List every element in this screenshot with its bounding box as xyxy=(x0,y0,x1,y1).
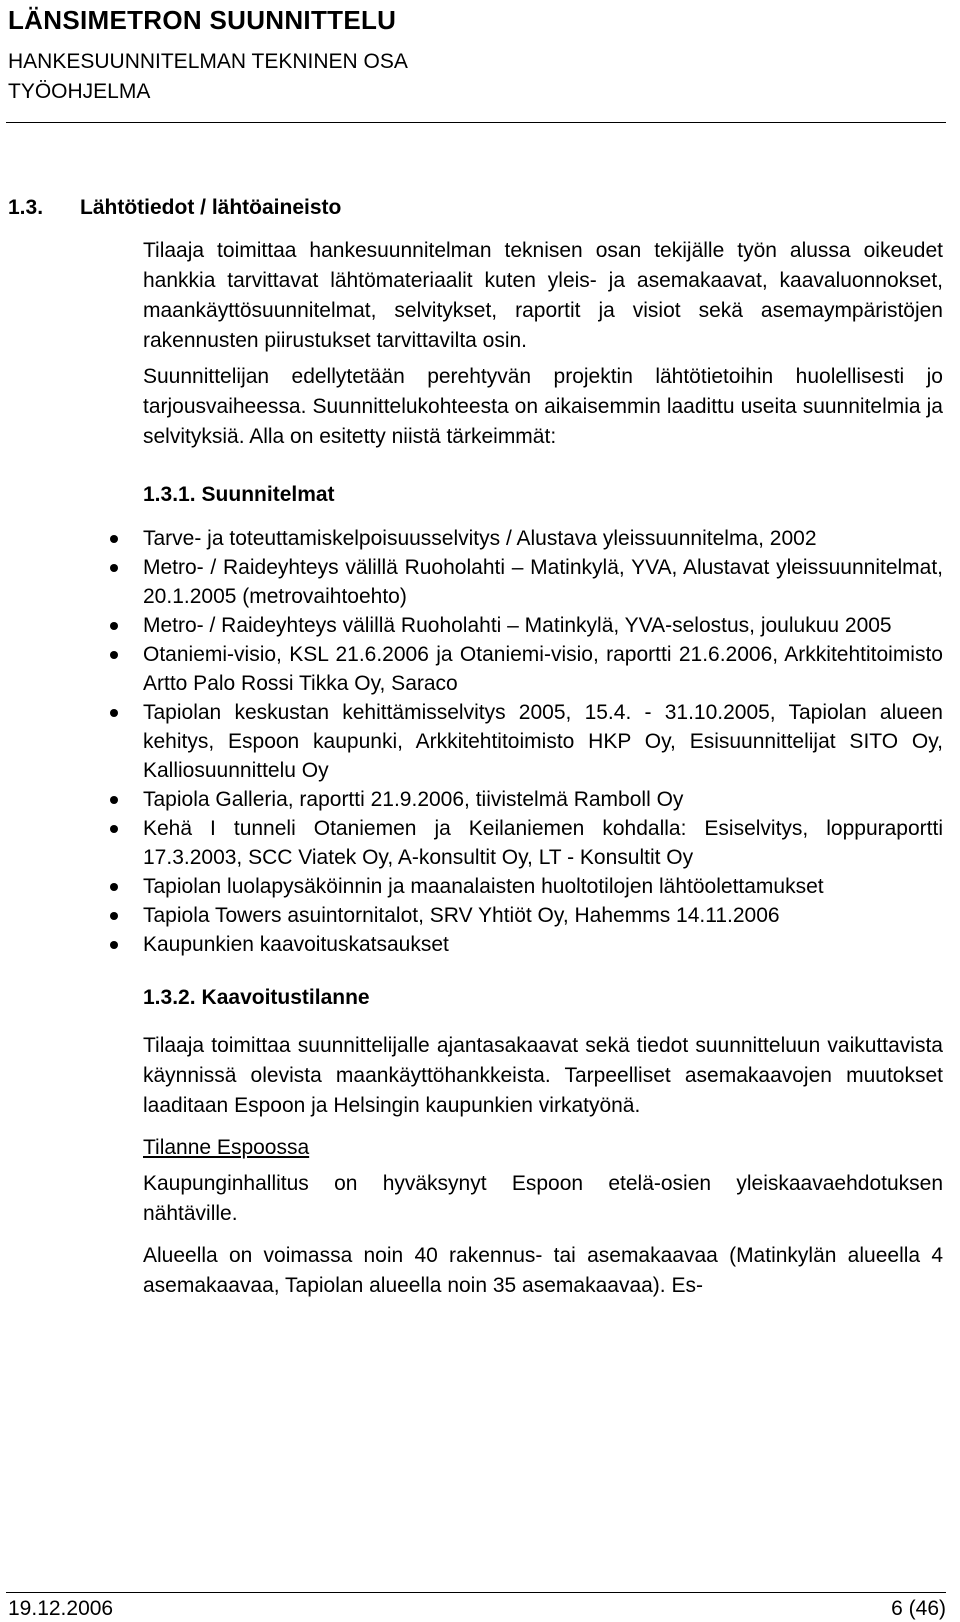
bullet-icon xyxy=(110,941,118,949)
bullet-icon xyxy=(110,535,118,543)
list-item-text: Tapiola Towers asuintornitalot, SRV Yhtiöt Oy, Hahemms 14.11.2006 xyxy=(143,904,780,927)
subsection-number: 1.3.2. xyxy=(143,986,196,1009)
bullet-icon xyxy=(110,622,118,630)
list-item-text: Metro- / Raideyhteys välillä Ruoholahti – Matinkylä, YVA, Alustavat yleissuunnitelmat, 20.1.2005 (metrovaihtoehto) xyxy=(143,556,943,608)
bullet-icon xyxy=(110,825,118,833)
list-item-text: Tapiolan keskustan kehittämisselvitys 2005, 15.4. - 31.10.2005, Tapiolan alueen kehitys, Espoon kaupunki, Arkkitehtitoimisto HKP Oy, Esisuunnittelijat SITO Oy, Kalliosuunnittelu Oy xyxy=(143,701,943,782)
list-item xyxy=(143,611,943,640)
subsection-title: Suunnitelmat xyxy=(201,483,335,506)
bullet-icon xyxy=(110,564,118,572)
list-item xyxy=(143,814,943,872)
section-number: 1.3. xyxy=(8,196,44,219)
section-heading xyxy=(8,196,341,220)
document-subtitle: HANKESUUNNITELMAN TEKNINEN OSA xyxy=(8,50,408,73)
document-title: LÄNSIMETRON SUUNNITTELU xyxy=(8,5,397,35)
subsection-title: Kaavoitustilanne xyxy=(201,986,370,1009)
list-item-text: Tapiolan luolapysäköinnin ja maanalaisten huoltotilojen lähtöolettamukset xyxy=(143,875,824,898)
bullet-icon xyxy=(110,796,118,804)
list-item-text: Kaupunkien kaavoituskatsaukset xyxy=(143,933,449,956)
intro-paragraph: Tilaaja toimittaa hankesuunnitelman teknisen osan tekijälle työn alussa oikeudet hankkia tarvittavat lähtömateriaalit kuten yleis- ja asemakaavat, kaavaluonnokset, maankäyttösuunnitelmat, selvitykset, raportit ja visiot sekä asemaympäristöjen rakennusten piirustukset tarvittavilta osin. xyxy=(143,239,943,352)
bullet-icon xyxy=(110,651,118,659)
list-item xyxy=(143,698,943,785)
list-item xyxy=(143,901,943,930)
list-item xyxy=(143,553,943,611)
list-item-text: Tapiola Galleria, raportti 21.9.2006, tiivistelmä Ramboll Oy xyxy=(143,788,684,811)
list-item xyxy=(143,524,943,553)
background-paragraph: Suunnittelijan edellytetään perehtyvän projektin lähtötietoihin huolellisesti jo tarjousvaiheessa. Suunnittelukohteesta on aikaisemmin laadittu useita suunnitelmia ja selvityksiä. Alla on esitetty niistä tärkeimmät: xyxy=(143,365,943,448)
espoo-paragraph-1: Kaupunginhallitus on hyväksynyt Espoon etelä-osien yleiskaavaehdotuksen nähtäville. xyxy=(143,1172,943,1225)
footer-divider xyxy=(6,1592,946,1593)
page-number: 6 (46) xyxy=(891,1597,946,1620)
list-item-text: Kehä I tunneli Otaniemen ja Keilaniemen kohdalla: Esiselvitys, loppuraportti 17.3.2003, SCC Viatek Oy, A-konsultit Oy, LT - Konsultit Oy xyxy=(143,817,943,869)
subsection-number: 1.3.1. xyxy=(143,483,196,506)
list-item xyxy=(143,640,943,698)
list-item-text: Tarve- ja toteuttamiskelpoisuusselvitys / Alustava yleissuunnitelma, 2002 xyxy=(143,527,817,550)
list-item-text: Metro- / Raideyhteys välillä Ruoholahti – Matinkylä, YVA-selostus, joulukuu 2005 xyxy=(143,614,892,637)
subsection-heading-plans xyxy=(143,480,943,510)
list-item xyxy=(143,930,943,959)
list-item xyxy=(143,872,943,901)
header-divider xyxy=(6,122,946,123)
bullet-icon xyxy=(110,912,118,920)
subsection-heading-zoning xyxy=(143,983,943,1013)
zoning-paragraph: Tilaaja toimittaa suunnittelijalle ajantasakaavat sekä tiedot suunnitteluun vaikuttavista käynnissä olevista maankäyttöhankkeista. Tarpeelliset asemakaavojen muutokset laaditaan Espoon ja Helsingin kaupunkien virkatyönä. xyxy=(143,1034,943,1117)
list-item-text: Otaniemi-visio, KSL 21.6.2006 ja Otaniemi-visio, raportti 21.6.2006, Arkkitehtitoimisto Artto Palo Rossi Tikka Oy, Saraco xyxy=(143,643,943,695)
espoo-status-heading: Tilanne Espoossa xyxy=(143,1136,310,1159)
section-title: Lähtötiedot / lähtöaineisto xyxy=(80,196,342,219)
document-type: TYÖOHJELMA xyxy=(8,80,151,103)
section-body xyxy=(143,236,943,1301)
plans-list xyxy=(143,524,943,959)
footer-date: 19.12.2006 xyxy=(8,1597,114,1620)
bullet-icon xyxy=(110,883,118,891)
espoo-paragraph-2: Alueella on voimassa noin 40 rakennus- tai asemakaavaa (Matinkylän alueella 4 asemakaavaa, Tapiolan alueella noin 35 asemakaavaa). Es- xyxy=(143,1244,943,1297)
bullet-icon xyxy=(110,709,118,717)
list-item xyxy=(143,785,943,814)
